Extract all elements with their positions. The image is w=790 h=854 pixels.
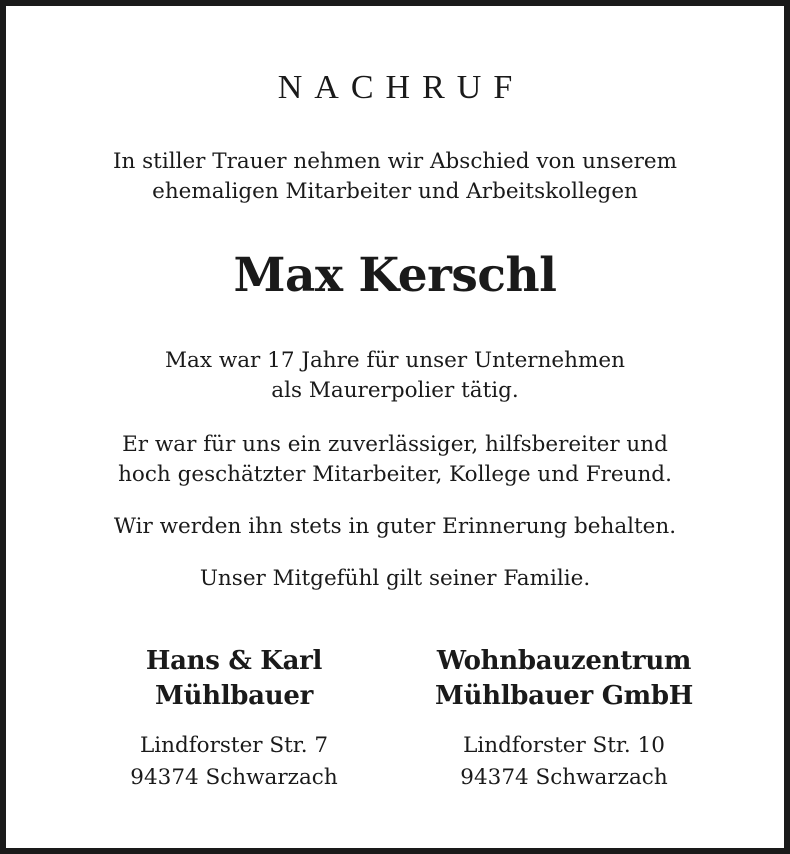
intro-text [12, 147, 778, 207]
paragraph-condolence [12, 564, 778, 594]
sender-hans-karl [74, 644, 394, 794]
sender-name-line: Mühlbauer GmbH [435, 681, 693, 711]
paragraph-memory [12, 512, 778, 542]
sender-city: 94374 Schwarzach [460, 765, 668, 790]
paragraph-line: Er war für uns ein zuverlässiger, hilfsbereiter und [122, 432, 668, 457]
intro-line: ehemaligen Mitarbeiter und Arbeitskollegen [152, 179, 638, 204]
sender-address [404, 730, 724, 794]
sender-name-line: Wohnbauzentrum [436, 646, 692, 676]
paragraph-line: hoch geschätzter Mitarbeiter, Kollege und Freund. [118, 462, 672, 487]
paragraph-line: Wir werden ihn stets in guter Erinnerung behalten. [113, 514, 677, 539]
intro-line: In stiller Trauer nehmen wir Abschied von unserem [112, 149, 678, 174]
sender-name-line: Mühlbauer [155, 681, 313, 711]
paragraph-employment [12, 346, 778, 406]
obituary-heading: NACHRUF [277, 69, 525, 106]
sender-wohnbauzentrum [404, 644, 724, 794]
paragraph-line: als Maurerpolier tätig. [271, 378, 519, 403]
sender-street: Lindforster Str. 7 [139, 733, 329, 758]
sender-address [74, 730, 394, 794]
sender-name [404, 644, 724, 714]
sender-street: Lindforster Str. 10 [463, 733, 665, 758]
deceased-name: Max Kerschl [233, 248, 557, 303]
sender-name-line: Hans & Karl [145, 646, 323, 676]
paragraph-tribute [12, 430, 778, 490]
paragraph-line: Max war 17 Jahre für unser Unternehmen [165, 348, 625, 373]
sender-name [74, 644, 394, 714]
sender-city: 94374 Schwarzach [130, 765, 338, 790]
paragraph-line: Unser Mitgefühl gilt seiner Familie. [199, 566, 591, 591]
